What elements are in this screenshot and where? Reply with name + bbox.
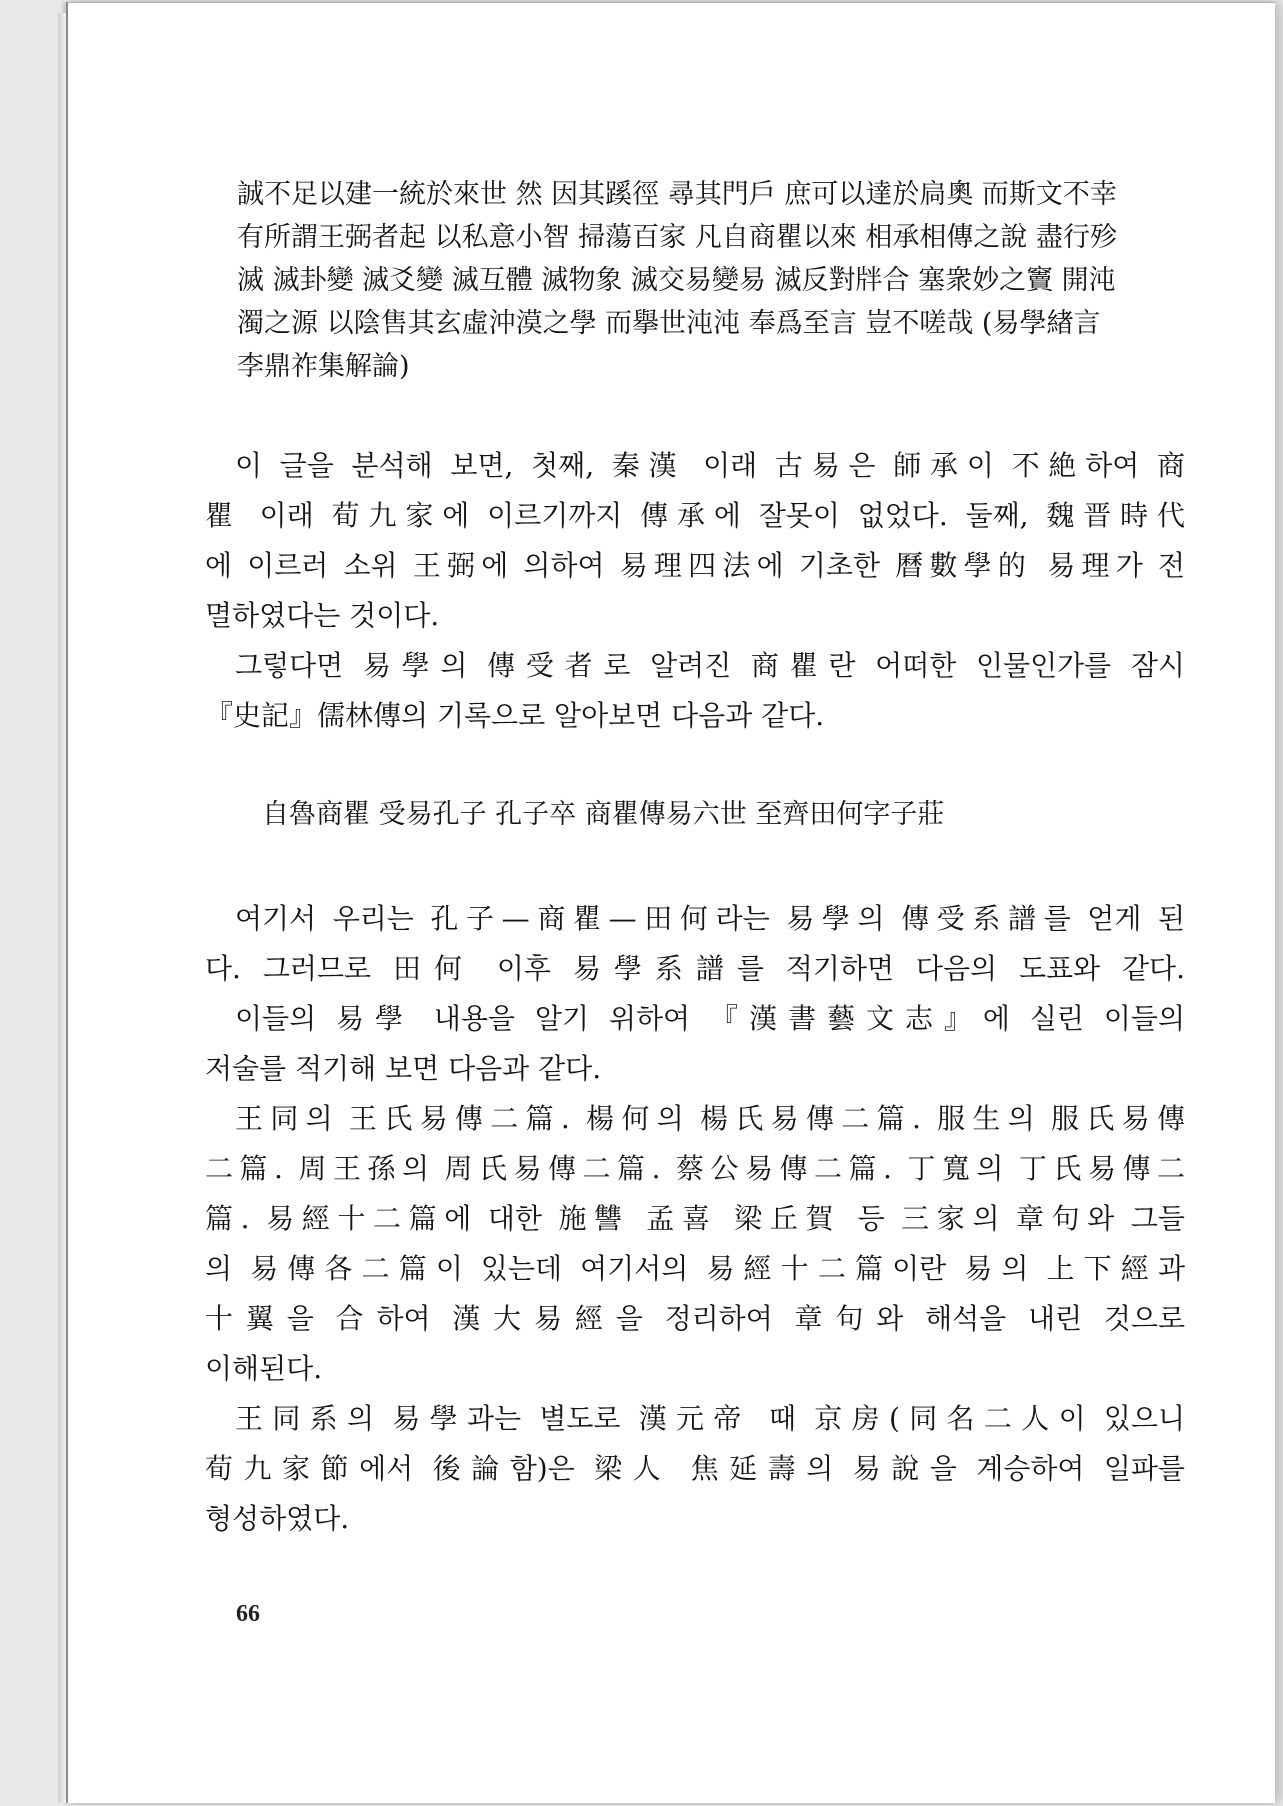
text-line: 이해된다. — [205, 1352, 323, 1385]
shiji-quotation — [262, 793, 1212, 836]
page-number: 66 — [236, 1601, 260, 1627]
quote-line: 誠不足以建一統於來世 然 因其蹊徑 尋其門戶 庶可以達於扃奧 而斯文不幸 — [237, 179, 1117, 210]
quote-line: 有所謂王弼者起 以私意小智 掃蕩百家 凡自商瞿以來 相承相傳之說 盡行殄 — [237, 222, 1117, 253]
text-line: 멸하였다는 것이다. — [205, 599, 440, 632]
text-line: 여기서 우리는 孔子—商瞿—田何라는 易學의 傳受系譜를 얻게 된 — [235, 902, 1185, 935]
text-line: 저술를 적기해 보면 다음과 같다. — [205, 1052, 602, 1085]
text-line: 의 易傳各二篇이 있는데 여기서의 易經十二篇이란 易의 上下經과 — [205, 1252, 1185, 1285]
text-line: 다. 그러므로 田何 이후 易學系譜를 적기하면 다음의 도표와 같다. — [205, 952, 1185, 985]
text-line: 王同의 王氏易傳二篇. 楊何의 楊氏易傳二篇. 服生의 服氏易傳 — [235, 1102, 1185, 1135]
text-line: 篇. 易經十二篇에 대한 施讐 孟喜 梁丘賀 등 三家의 章句와 그들 — [205, 1202, 1185, 1235]
text-line: 『史記』儒林傳의 기록으로 알아보면 다음과 같다. — [205, 699, 825, 732]
text-line: 에 이르러 소위 王弼에 의하여 易理四法에 기초한 曆數學的 易理가 전 — [205, 549, 1185, 582]
text-line: 이 글을 분석해 보면, 첫째, 秦漢 이래 古易은 師承이 不絶하여 商 — [235, 449, 1185, 482]
text-line: 瞿 이래 荀九家에 이르기까지 傳承에 잘못이 없었다. 둘째, 魏晋時代 — [205, 499, 1185, 532]
book-page — [66, 2, 1275, 1803]
text-line: 형성하였다. — [205, 1502, 350, 1535]
text-line: 王同系의 易學과는 별도로 漢元帝 때 京房(同名二人이 있으니 — [235, 1402, 1185, 1435]
text-line: 그렇다면 易學의 傳受者로 알려진 商瞿란 어떠한 인물인가를 잠시 — [235, 649, 1185, 682]
text-line: 二篇. 周王孫의 周氏易傳二篇. 蔡公易傳二篇. 丁寬의 丁氏易傳二 — [205, 1152, 1185, 1185]
body-paragraphs-1 — [205, 441, 1185, 741]
text-line: 十翼을 合하여 漢大易經을 정리하여 章句와 해석을 내린 것으로 — [205, 1302, 1185, 1335]
quote-line: 自魯商瞿 受易孔子 孔子卒 商瞿傳易六世 至齊田何字子莊 — [262, 799, 945, 830]
quote-line: 濁之源 以陰售其玄虛沖漠之學 而擧世沌沌 奉爲至言 豈不嗟哉 (易學緖言 — [237, 308, 1101, 339]
classical-quotation — [237, 173, 1187, 388]
text-line: 荀九家節에서 後論함)은 梁人 焦延壽의 易說을 계승하여 일파를 — [205, 1452, 1185, 1485]
quote-line: 滅 滅卦變 滅爻變 滅互體 滅物象 滅交易變易 滅反對牉合 塞衆妙之竇 開沌 — [237, 265, 1116, 296]
quote-line: 李鼎祚集解論) — [237, 351, 410, 382]
body-paragraphs-2 — [205, 894, 1185, 1544]
text-line: 이들의 易學 내용을 알기 위하여 『漢書藝文志』에 실린 이들의 — [235, 1002, 1185, 1035]
